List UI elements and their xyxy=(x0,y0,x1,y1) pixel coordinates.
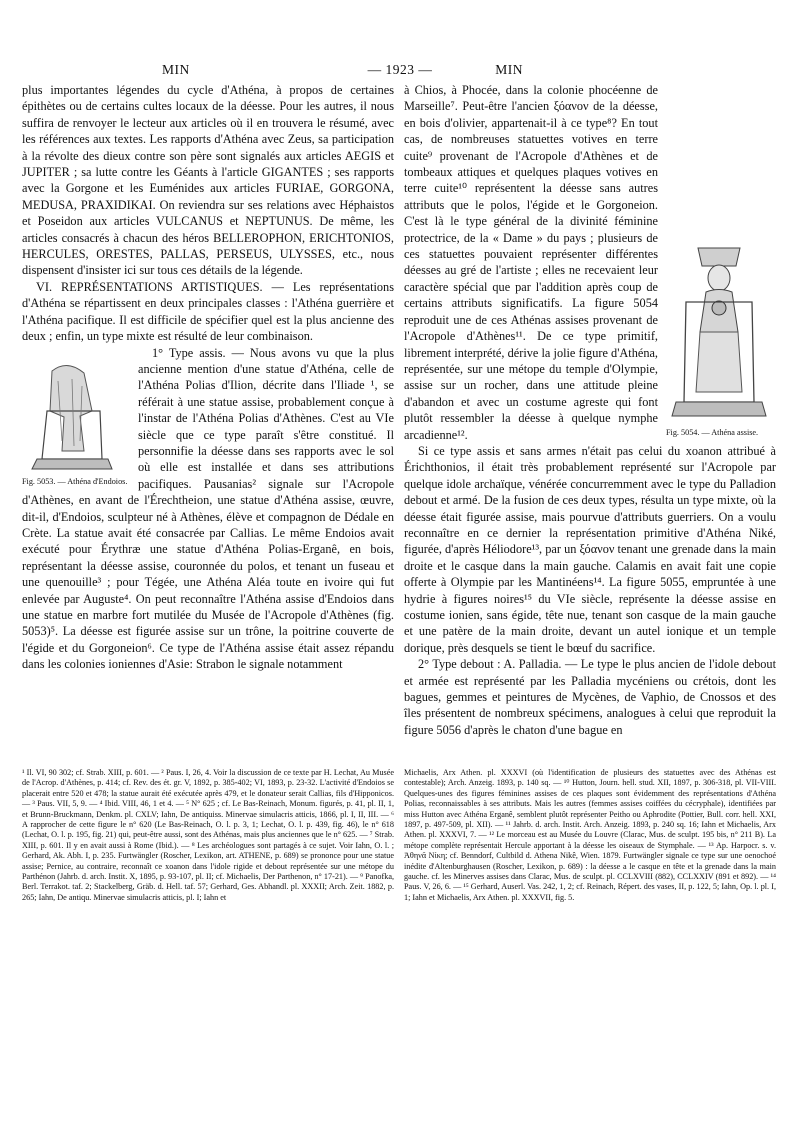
figure-caption: Fig. 5053. — Athéna d'Endoios. xyxy=(22,476,128,486)
right-column xyxy=(404,82,776,738)
paragraph: 1° Type assis. — Nous avons vu que la plus ancienne mention d'une statue d'Athéna, celle de l'Athéna Polias d'Ilion, décrite dans l'Iliade ¹, se référait à une statue assise, probablement conçue à l'instar de l'Athéna Polias d'Athènes. C'est au VIe siècle que ce type paraît s'être constitué. Il personnifie la déesse dans ses rapports avec le sol où elle est installée et dans ses attributions pacifiques. Pausanias² signale sur l'Acropole d'Athènes, en avant de l'Érechtheion, une statue d'Athéna assise, œuvre, dit-il, d'Endoios, sculpteur né à Athènes, élève et compagnon de Dédale en Crète. La statue avait été consacrée par Callias. Le même Endoios avait exécuté pour Érythræ une statue d'Athéna Polias-Erganê, en bois, représentant la déesse assise, couronnée du polos, et tenant un fuseau et une quenouille³ ; pour Tégée, une Athéna Aléa toute en ivoire qui fut enlevée par Auguste⁴. On peut reconnaître l'Athéna assise d'Endoios dans une statue en marbre fort mutilée du Musée de l'Acropole d'Athènes (fig. 5053)⁵. La déesse est figurée assise sur un trône, la poitrine couverte de l'égide et du Gorgoneion⁶. Ce type de l'Athéna assise était assez répandu dans les colonies ioniennes d'Asie: Strabon le signale notamment xyxy=(22,345,394,672)
footnotes-text: ¹ Il. VI, 90 302; cf. Strab. XIII, p. 601. — ² Paus. I, 26, 4. Voir la discussion de ce texte par H. Lechat, Au Musée de l'Acrop. d'Athènes, p. 414; cf. Rev. des ét. gr. V, 1892, p. 385-402; VI, 1893, p. 23-32. L'activité d'Endoios se placerait entre 520 et 478; la statue aurait été exécutée après 479, et le donateur serait Callias, fils d'Hipponicos. — ³ Paus. VII, 5, 9. — ⁴ Ibid. VIII, 46, 1 et 4. — ⁵ N° 625 ; cf. Le Bas-Reinach, Monum. figurés, p. 41, pl. II, 1, et Brunn-Bruckmann, Denkm. pl. CXLV; Iahn, De antiquiss. Minervae simulacris atticis, 1866, pl. I, II, III. — ⁶ A rapprocher de cette figure le n° 620 (Le Bas-Reinach, O. l. p. 3, 1; Lechat, O. l. p. 439, fig. 46), le n° 618 (Lechat, O. l. p. 195, fig. 21) qui, peut-être aussi, sont des Athénas, mais plus anciennes que le n° 625. — ⁷ Strab. XIII, p. 601. Il y en avait aussi à Rome (Ibid.). — ⁸ Les archéologues sont partagés à ce sujet. Voir Iahn, O. l. ; Gerhard, Ak. Abh. I, p. 235. Furtwängler (Roscher, Lexikon, art. ATHENE, p. 689) se prononce pour une statue assise; Pernice, au contraire, reconnaît ce xoanon dans l'idole rigide et debout représentée sur une métope du Parthénon (Jahrb. d. arch. Instit. X, 1895, p. 93-107, pl. II; cf. Michaelis, Der Parthenon, n° 17-21). — ⁹ Panofka, Berl. Terrakot. taf. 2; Stackelberg, Gräb. d. Hell. taf. 57; Gerhard, Ges. Abhandl. pl. XXXII; Arch. Zeit. 1882, p. 265; Iahn, De antiqu. Minervae simulacris atticis, pl. I; Iahn et xyxy=(22,768,394,902)
paragraph: 2° Type debout : A. Palladia. — Le type le plus ancien de l'idole debout et armée est représenté par les Palladia mycéniens ou crétois, dont les bagues, gemmes et peintures de Mycènes, de Vaphio, de Cnossos et des îles présentent de nombreux spécimens, analogues à celui que reproduit la figure 5056 d'après le chaton d'une bague en xyxy=(404,657,776,737)
left-column xyxy=(22,82,394,673)
figure-5054 xyxy=(666,242,776,438)
page-number: — 1923 — xyxy=(367,62,433,77)
footnotes-text: Michaelis, Arx Athen. pl. XXXVI (où l'identification de plusieurs des statuettes avec des Athénas est contestable); Arch. Anzeig. 1893, p. 140 sq. — ¹⁰ Hutton, Journ. hell. stud. XII, 1897, p. 306-318, pl. VII-VIII. Quelques-unes des figures féminines assises de ces plaques sont évidemment des représentations d'Athéna Polias, reconnaissables à ses attributs. Mais les autres (femmes assises coiffées du cécryphale), identifiées par miss Hutton avec Athéna Erganê, semblent plutôt représenter Peitho ou Aphrodite (Pottier, Bull. corr. hell. XXI, 1897, p. 497-509, pl. XII). — ¹¹ Jahrb. d. arch. Instit. Arch. Anzeig. 1893, p. 240 sq. 16; Iahn et Michaelis, Arx Athen. pl. XXXVI, 7. — ¹² Le morceau est au Musée du Louvre (Clarac, Mus. de sculpt. 195 bis, n° 211 B). La métope complète représentait Hercule apportant à la déesse les oiseaux de Stymphale. — ¹³ Ap. Harpocr. s. v. Ἀθηνᾶ Νίκη; cf. Benndorf, Cultbild d. Athena Nikê, Wien. 1879. Furtwängler signale ce type sur une oenochoé inédite d'Altenburghausen (Roscher, Lexikon, p. 689) : la déesse a le casque en tête et la grenade dans la main gauche. cf. les Minerves assises dans Clarac, Mus. de sculpt. pl. CCLXVIII (882), CCLXXIV (891 et 892). — ¹⁴ Paus. V, 26, 6. — ¹⁵ Gerhard, Auserl. Vas. 242, 1, 2; cf. Reinach, Répert. des vases, II, p. 122, 5; Iahn, Op. l. pl. I, 1; Iahn et Michaelis, Arx Athen. pl. XXXVII, fig. 5. xyxy=(404,768,776,902)
paragraph: plus importantes légendes du cycle d'Athéna, à propos de certaines épithètes ou de certains cultes locaux de la déesse. Pour les autres, il nous suffira de renvoyer le lecteur aux articles où il en trouvera le résumé, avec les références aux textes. Les rapports d'Athéna avec Zeus, sa participation à la révolte des dieux contre son père sont signalés aux articles AEGIS et JUPITER ; sa lutte contre les Géants à l'article GIGANTES ; ses rapports avec la Gorgone et les Euménides aux articles FURIAE, GORGONA, MEDUSA, PRAXIDIKAI. On reviendra sur ses relations avec Héphaistos et Poseidon aux articles VULCANUS et NEPTUNUS. De même, les articles consacrés à chacun des héros BELLEROPHON, ERICHTONIOS, HERCULES, ORESTES, PALLAS, PERSEUS, ULYSSES, etc., nous dispensent d'insister ici sur tous ces détails de la légende. xyxy=(22,83,394,278)
figure-caption: Fig. 5054. — Athéna assise. xyxy=(666,428,759,438)
statue-illustration-5054 xyxy=(666,242,772,422)
footnotes-right xyxy=(404,768,776,903)
footnotes-left xyxy=(22,768,394,903)
statue-illustration-5053 xyxy=(22,351,122,471)
header-right: MIN xyxy=(495,62,523,77)
paragraph: à Chios, à Phocée, dans la colonie phocéenne de Marseille⁷. Peut-être l'ancien ξόανον de la déesse, en bois d'olivier, appartenait-il à ce type⁸? En tout cas, de nombreuses statuettes votives en terre cuite⁹ provenant de l'Acropole d'Athènes et de tombeaux attiques et quelques plaques votives en terre cuite¹⁰ représentent la déesse sans autres attributs que le polos, l'égide et le Gorgoneion. C'est là le type général de la divinité féminine protectrice, de la « Dame » du pays ; plusieurs de ces statuettes pouvaient représenter différentes déesses au gré de l'artiste ; elles ne recevaient leur caractère spécial que par l'addition après coup de certains attributs significatifs. La figure 5054 reproduit une de ces Athénas assises provenant de l'Acropole d'Athènes¹¹. De ce type primitif, librement interprété, dérive la jolie figure d'Athéna, représentée, sur une métope du temple d'Olympie, assise sur un rocher, dans une attitude pleine d'abandon et avec un costume agreste qui font plutôt ressembler la déesse à quelque nymphe arcadienne¹². xyxy=(404,83,658,442)
header-left: MIN xyxy=(162,62,190,77)
paragraph: VI. REPRÉSENTATIONS ARTISTIQUES. — Les représentations d'Athéna se répartissent en deux principales classes : l'Athéna guerrière et l'Athéna pacifique. Il est difficile de spécifier quel est la plus ancienne des deux ; enfin, un type mixte est résulté de leur combinaison. xyxy=(22,279,394,344)
running-header xyxy=(22,62,778,80)
paragraph: Si ce type assis et sans armes n'était pas celui du xoanon attribué à Érichthonios, il était très probablement représenté sur l'Acropole par quelque idole archaïque, vénérée concurremment avec le type du Palladion debout et armé. De la fusion de ces deux types, résulta un type mixte, où la déesse était figurée assise, mais pourvue d'attributs guerriers. On a voulu reconnaître en ce dernier la représentation primitive d'Athéna Niké, figurée, d'après Héliodore¹³, par un ξόανον tenant une grenade dans la main droite et le casque dans la main gauche. Calamis en avait fait une copie offerte à Olympie par les Mantinéens¹⁴. La figure 5055, empruntée à une hydrie à figures noires¹⁵ du VIe siècle, représente la déesse assise en costume ionien, sans égide, tête nue, tenant son casque de la main gauche et une patère de la main droite, devant un autel ionique et un temple dorique, près desquels se tient le bœuf du sacrifice. xyxy=(404,443,776,655)
figure-5053 xyxy=(22,351,130,487)
